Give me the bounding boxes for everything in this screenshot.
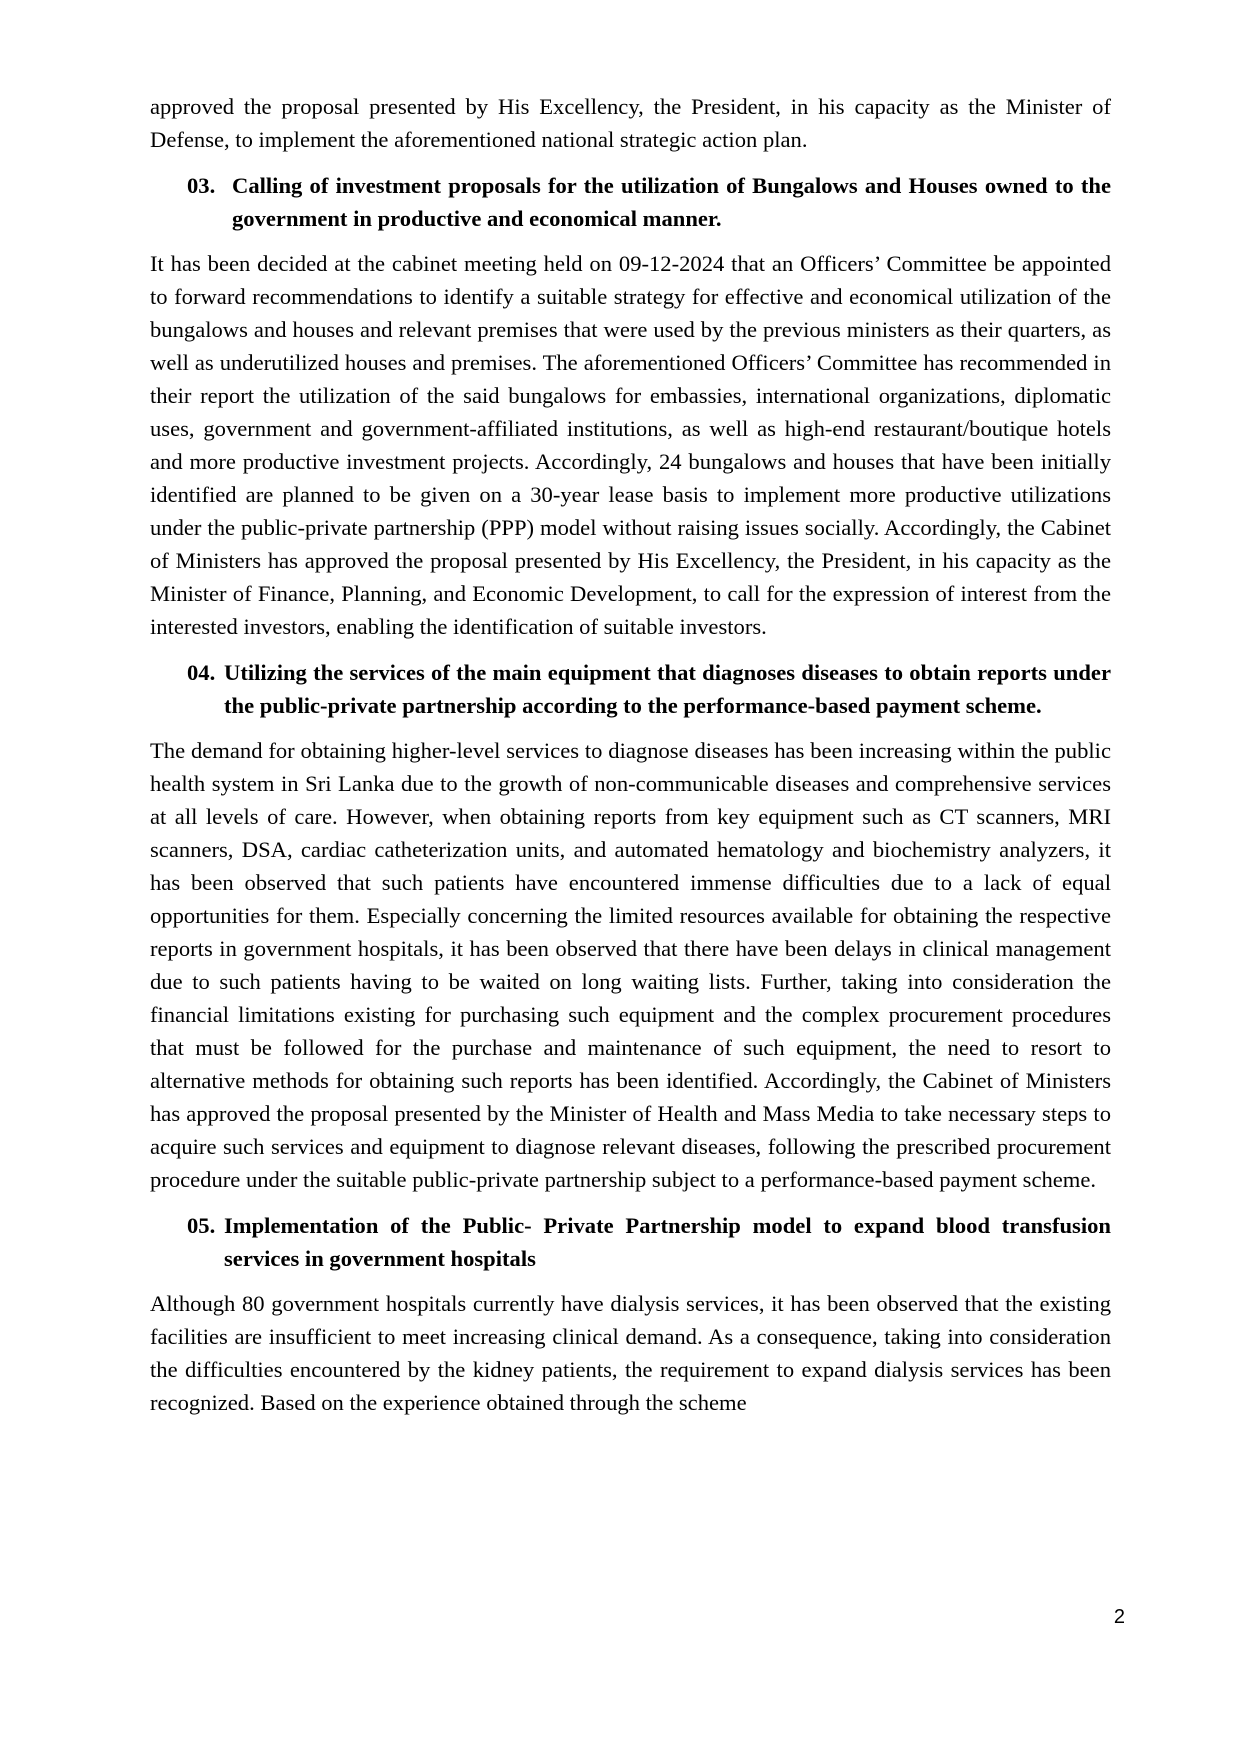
section-04-number: 04. [187,660,216,685]
section-05-heading [150,1209,1111,1275]
section-05-number: 05. [187,1213,216,1238]
section-04-title: Utilizing the services of the main equipment that diagnoses diseases to obtain reports under the public-private partnership according to the performance-based payment scheme. [224,660,1111,718]
page-number: 2 [1113,1606,1125,1628]
section-05-title: Implementation of the Public- Private Partnership model to expand blood transfusion services in government hospitals [224,1213,1111,1271]
section-05-body: Although 80 government hospitals currently have dialysis services, it has been observed that the existing facilities are insufficient to meet increasing clinical demand. As a consequence, taking into consideration the difficulties encountered by the kidney patients, the requirement to expand dialysis services has been recognized. Based on the experience obtained through the scheme [150,1291,1111,1415]
section-03-number: 03. [187,173,216,198]
section-03-heading [150,169,1111,235]
section-03-body: It has been decided at the cabinet meeting held on 09-12-2024 that an Officers’ Committee be appointed to forward recommendations to identify a suitable strategy for effective and economical utilization of the bungalows and houses and relevant premises that were used by the previous ministers as their quarters, as well as underutilized houses and premises. The aforementioned Officers’ Committee has recommended in their report the utilization of the said bungalows for embassies, international organizations, diplomatic uses, government and government-affiliated institutions, as well as high-end restaurant/boutique hotels and more productive investment projects. Accordingly, 24 bungalows and houses that have been initially identified are planned to be given on a 30-year lease basis to implement more productive utilizations under the public-private partnership (PPP) model without raising issues socially. Accordingly, the Cabinet of Ministers has approved the proposal presented by His Excellency, the President, in his capacity as the Minister of Finance, Planning, and Economic Development, to call for the expression of interest from the interested investors, enabling the identification of suitable investors. [150,251,1111,639]
section-03-title: Calling of investment proposals for the utilization of Bungalows and Houses owned to the government in productive and economical manner. [232,173,1111,231]
intro-paragraph: approved the proposal presented by His Excellency, the President, in his capacity as the Minister of Defense, to implement the aforementioned national strategic action plan. [150,94,1111,152]
section-04-body: The demand for obtaining higher-level services to diagnose diseases has been increasing within the public health system in Sri Lanka due to the growth of non-communicable diseases and comprehensive services at all levels of care. However, when obtaining reports from key equipment such as CT scanners, MRI scanners, DSA, cardiac catheterization units, and automated hematology and biochemistry analyzers, it has been observed that such patients have encountered immense difficulties due to a lack of equal opportunities for them. Especially concerning the limited resources available for obtaining the respective reports in government hospitals, it has been observed that there have been delays in clinical management due to such patients having to be waited on long waiting lists. Further, taking into consideration the financial limitations existing for purchasing such equipment and the complex procurement procedures that must be followed for the purchase and maintenance of such equipment, the need to resort to alternative methods for obtaining such reports has been identified. Accordingly, the Cabinet of Ministers has approved the proposal presented by the Minister of Health and Mass Media to take necessary steps to acquire such services and equipment to diagnose relevant diseases, following the prescribed procurement procedure under the suitable public-private partnership subject to a performance-based payment scheme. [150,738,1111,1192]
document-body [150,90,1111,1432]
section-04-heading [150,656,1111,722]
